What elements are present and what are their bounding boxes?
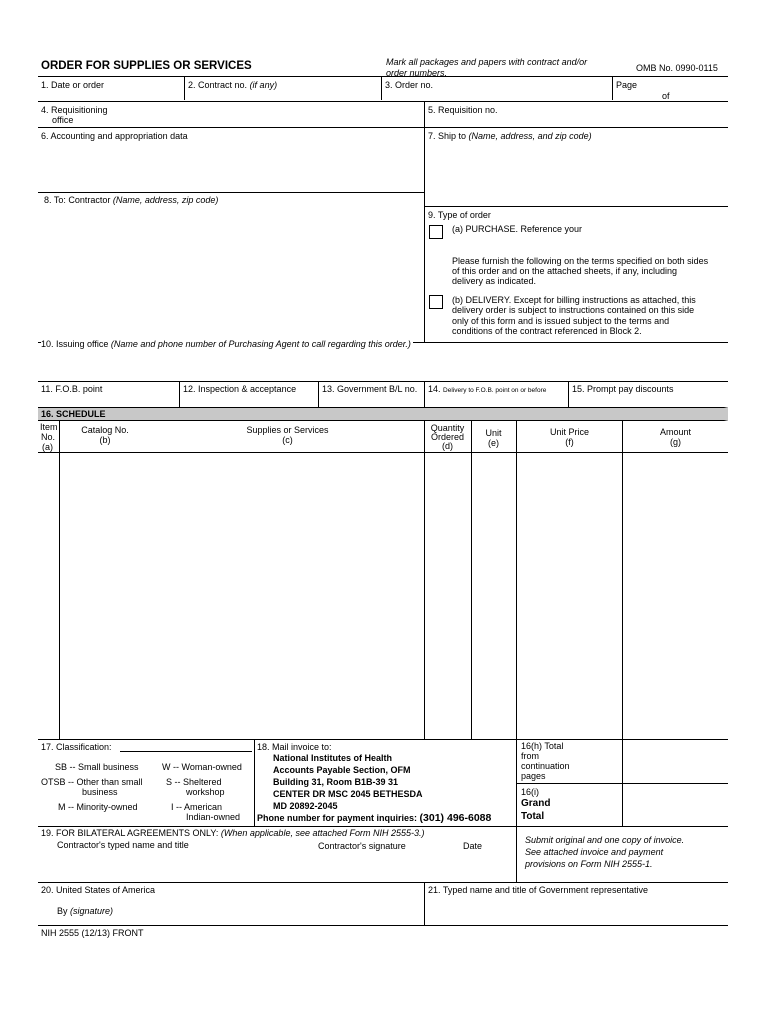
requisitioning-office-label-2: office — [52, 115, 74, 125]
mark-note-line1: Mark all packages and papers with contract and/or — [386, 57, 588, 67]
rule — [38, 452, 728, 453]
sb-option: SB -- Small business — [55, 762, 139, 772]
rule — [38, 739, 728, 740]
delivery-checkbox[interactable] — [429, 295, 443, 309]
divider — [424, 882, 425, 925]
divider — [318, 382, 319, 407]
mail-invoice-line4: CENTER DR MSC 2045 BETHESDA — [273, 789, 423, 799]
rule — [38, 192, 424, 193]
divider — [184, 77, 185, 100]
catalog-header-2: (b) — [99, 435, 111, 445]
divider — [424, 102, 425, 342]
supplies-header: Supplies or Services — [246, 425, 329, 435]
prompt-pay-label: 15. Prompt pay discounts — [572, 384, 674, 394]
total-continuation-label-4: pages — [521, 771, 546, 781]
supplies-header-2: (c) — [282, 435, 293, 445]
w-option: W -- Woman-owned — [162, 762, 242, 772]
mail-invoice-line2: Accounts Payable Section, OFM — [273, 765, 411, 775]
classification-label: 17. Classification: — [41, 742, 112, 752]
purchase-checkbox[interactable] — [429, 225, 443, 239]
grand-total-label-3: Total — [521, 811, 545, 822]
column-divider — [59, 420, 60, 740]
amount-header: Amount — [659, 427, 692, 437]
unit-price-header: Unit Price — [549, 427, 589, 437]
column-divider — [424, 420, 425, 740]
column-divider — [471, 420, 472, 740]
schedule-header-bar — [38, 407, 728, 421]
ship-to-label: 7. Ship to (Name, address, and zip code) — [428, 131, 592, 141]
delivery-text-line4: conditions of the contract referenced in Block 2. — [452, 326, 642, 336]
government-bl-label: 13. Government B/L no. — [322, 384, 418, 394]
total-continuation-label-2: from — [521, 751, 539, 761]
s-option-2: workshop — [186, 787, 225, 797]
form-title: ORDER FOR SUPPLIES OR SERVICES — [41, 60, 252, 72]
contract-no-label: 2. Contract no. (if any) — [188, 80, 278, 90]
classification-line — [120, 751, 252, 752]
purchase-label: (a) PURCHASE. Reference your — [452, 224, 583, 234]
i-option-2: Indian-owned — [186, 812, 241, 822]
rule — [38, 925, 728, 926]
rule — [38, 76, 728, 77]
schedule-title: 16. SCHEDULE — [41, 409, 106, 419]
column-divider — [622, 420, 623, 827]
grand-total-label-2: Grand — [521, 798, 551, 809]
unit-header-2: (e) — [488, 438, 499, 448]
purchase-text-line2: of this order and on the attached sheets, if any, including — [452, 266, 677, 276]
divider — [568, 382, 569, 407]
s-option: S -- Sheltered — [166, 777, 222, 787]
mail-invoice-line3: Building 31, Room B1B-39 31 — [273, 777, 399, 787]
rule — [38, 101, 728, 102]
rule — [38, 127, 728, 128]
date-of-order-label: 1. Date or order — [41, 80, 105, 90]
delivery-text-line3: only of this form and is issued subject to the terms and — [452, 316, 670, 326]
otsb-option: OTSB -- Other than small — [41, 777, 143, 787]
requisition-no-label: 5. Requisition no. — [428, 105, 498, 115]
rule — [38, 381, 728, 382]
submit-note-line2: See attached invoice and payment — [525, 847, 664, 857]
divider — [179, 382, 180, 407]
bilateral-label: 19. FOR BILATERAL AGREEMENTS ONLY: (When applicable, see attached Form NIH 2555-3.) — [41, 828, 425, 838]
usa-label: 20. United States of America — [41, 885, 156, 895]
otsb-option-2: business — [82, 787, 118, 797]
total-continuation-label-3: continuation — [521, 761, 570, 771]
m-option: M -- Minority-owned — [58, 802, 138, 812]
divider — [612, 77, 613, 100]
item-header: Item — [40, 422, 58, 432]
column-divider — [516, 420, 517, 827]
contractor-signature-label: Contractor's signature — [318, 841, 406, 851]
mail-invoice-line1: National Institutes of Health — [273, 753, 393, 763]
total-continuation-label: 16(h) Total — [521, 741, 564, 751]
quantity-header-2: Ordered — [430, 432, 465, 442]
payment-phone: Phone number for payment inquiries: (301) 496-6088 — [257, 812, 492, 824]
rule — [38, 826, 728, 827]
purchase-text-line1: Please furnish the following on the terms specified on both sides — [452, 256, 709, 266]
requisitioning-office-label: 4. Requisitioning — [41, 105, 108, 115]
contractor-label: 8. To: Contractor (Name, address, zip code) — [44, 195, 219, 205]
rule — [38, 882, 728, 883]
grand-total-label: 16(i) — [521, 787, 540, 797]
divider — [516, 826, 517, 882]
submit-note-line1: Submit original and one copy of invoice. — [525, 835, 685, 845]
quantity-header: Quantity — [430, 423, 465, 433]
quantity-header-3: (d) — [442, 441, 453, 451]
date-label: Date — [463, 841, 483, 851]
rule — [517, 783, 728, 784]
gov-rep-label: 21. Typed name and title of Government representative — [428, 885, 648, 895]
divider — [424, 382, 425, 407]
divider — [254, 740, 255, 827]
issuing-office-label: 10. Issuing office (Name and phone number of Purchasing Agent to call regarding this order.) — [41, 339, 411, 349]
fob-point-label: 11. F.O.B. point — [41, 384, 103, 394]
omb-number: OMB No. 0990-0115 — [636, 63, 718, 73]
delivery-date-label: 14. Delivery to F.O.B. point on or before — [428, 384, 547, 394]
purchase-text-line3: delivery as indicated. — [452, 276, 537, 286]
unit-price-header-2: (f) — [565, 437, 574, 447]
by-signature-label: By (signature) — [57, 906, 114, 916]
i-option: I -- American — [171, 802, 223, 812]
rule — [425, 206, 728, 207]
item-header-2: No. — [41, 432, 56, 442]
order-no-label: 3. Order no. — [385, 80, 434, 90]
inspection-label: 12. Inspection & acceptance — [183, 384, 297, 394]
form-id: NIH 2555 (12/13) FRONT — [41, 928, 144, 938]
page-of-label: of — [662, 91, 670, 101]
accounting-data-label: 6. Accounting and appropriation data — [41, 131, 188, 141]
type-of-order-label: 9. Type of order — [428, 210, 491, 220]
mark-note-line2: order numbers. — [386, 68, 448, 78]
mail-invoice-line5: MD 20892-2045 — [273, 801, 338, 811]
divider — [381, 77, 382, 100]
item-header-3: (a) — [42, 442, 53, 452]
page-label: Page — [616, 80, 638, 90]
unit-header: Unit — [485, 428, 502, 438]
contractor-name-label: Contractor's typed name and title — [57, 840, 189, 850]
submit-note-line3: provisions on Form NIH 2555-1. — [525, 859, 653, 869]
delivery-text-line2: delivery order is subject to instructions contained on this side — [452, 305, 695, 315]
amount-header-2: (g) — [670, 437, 681, 447]
delivery-text-line1: (b) DELIVERY. Except for billing instructions as attached, this — [452, 295, 696, 305]
catalog-header: Catalog No. — [81, 425, 129, 435]
mail-invoice-label: 18. Mail invoice to: — [257, 742, 332, 752]
